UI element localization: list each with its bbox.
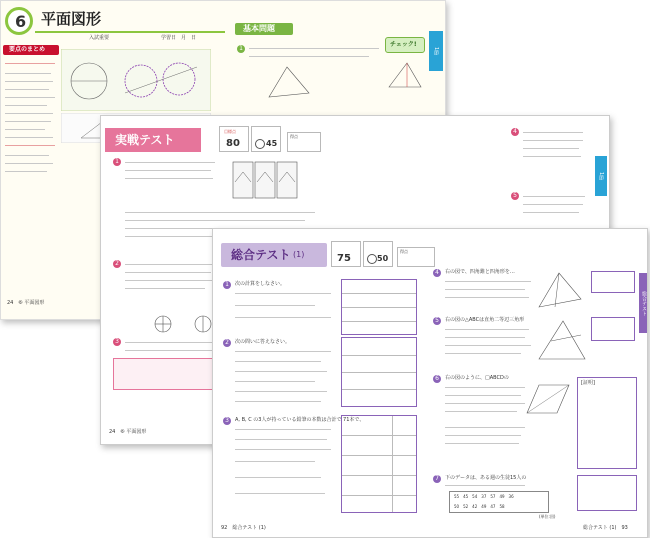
middle-points-label: 得点 [290, 134, 298, 139]
front-q6-proof-box[interactable] [577, 377, 637, 469]
summary-column [5, 59, 57, 229]
front-q3-number: 3 [223, 417, 231, 425]
front-score-box [331, 241, 361, 267]
summary-heading-text: 要点のまとめ [9, 46, 46, 53]
check-badge [385, 37, 425, 53]
chapter-badge [5, 7, 33, 35]
front-footer-right: 総合テスト (1) 93 [583, 525, 628, 531]
middle-title-band [105, 128, 201, 152]
front-title: 総合テスト [231, 248, 291, 262]
front-points-box [397, 247, 435, 267]
front-q3-answer-grid[interactable] [341, 415, 417, 513]
middle-time-box [251, 126, 281, 152]
front-points-label: 得点 [400, 249, 408, 254]
middle-q2-number: 2 [113, 260, 121, 268]
front-footer-left: 92 総合テスト (1) [221, 525, 266, 531]
check-diagram [385, 57, 425, 97]
front-q6-parallelogram [523, 379, 573, 419]
front-q7-data-table [449, 491, 549, 513]
middle-hint-box [113, 358, 215, 390]
front-time-value: 50 [377, 254, 389, 263]
front-side-tab: 総合テスト [639, 273, 648, 333]
front-q4-answer-box[interactable] [591, 271, 635, 293]
front-q2-answer-grid[interactable] [341, 337, 417, 407]
front-q5-text: 右の図の△ABCは直角二等辺三角形 [445, 317, 525, 323]
kihon-section-heading [235, 23, 293, 35]
front-q3-grid-divider [392, 416, 393, 512]
front-q7-text: 下のデータは、ある週の生徒15人の [445, 475, 527, 481]
middle-title: 実戦テスト [115, 133, 175, 147]
middle-q1-number: 1 [113, 158, 121, 166]
front-q3-text: A, B, C の3人が持っている鉛筆の本数は合計で 71本で、 [235, 417, 365, 423]
front-proof-label: [証明] [581, 380, 595, 386]
front-title-num: (1) [293, 250, 305, 259]
front-data-row1: 55 45 54 37 57 49 36 [454, 494, 514, 499]
middle-score-label: 目標点 [224, 129, 236, 134]
front-q1-answer-grid[interactable] [341, 279, 417, 335]
middle-fold-diagram [229, 156, 319, 206]
back-left-footer: 24 ⑥ 平面図形 [7, 300, 45, 306]
middle-score-box [219, 126, 249, 152]
middle-q5-number: 5 [511, 192, 519, 200]
front-q7-answer-box[interactable] [577, 475, 637, 511]
header-fields: 入試重要 [89, 35, 110, 41]
kihon-triangle-diagram [261, 63, 321, 103]
middle-right-tab: 1節 [595, 156, 607, 196]
front-clock-icon [367, 254, 377, 264]
middle-time-value: 45 [266, 139, 278, 148]
front-q4-text: 右の図で、四角錐と四角形を… [445, 269, 515, 275]
front-q1-text: 次の計算をしなさい。 [235, 281, 286, 287]
chapter-number: 6 [15, 12, 27, 31]
middle-footer: 24 ⑥ 平面図形 [109, 429, 147, 435]
back-right-tab: 1節 [429, 31, 443, 71]
front-q6-number: 6 [433, 375, 441, 383]
front-q4-diagram [535, 269, 585, 313]
front-q6-text: 右の図のように、□ABCDの [445, 375, 509, 381]
front-q5-diagram [535, 315, 589, 365]
front-page [212, 228, 648, 538]
middle-score-value: 80 [226, 138, 240, 149]
front-q4-number: 4 [433, 269, 441, 277]
front-data-row2: 50 52 42 49 47 58 [454, 504, 505, 509]
front-q1-number: 1 [223, 281, 231, 289]
front-time-box [363, 241, 393, 267]
front-q7-number: 7 [433, 475, 441, 483]
front-q5-answer-box[interactable] [591, 317, 635, 341]
front-title-band [221, 243, 327, 267]
check-label: チェック! [390, 41, 417, 48]
front-q5-number: 5 [433, 317, 441, 325]
front-q2-text: 次の問いに答えなさい。 [235, 339, 291, 345]
geometry-diagram-area [61, 49, 211, 111]
middle-q3-number: 3 [113, 338, 121, 346]
kihon-q1-number: 1 [237, 45, 245, 53]
date-label: 学習日 月 日 [161, 35, 197, 41]
summary-heading [3, 45, 59, 55]
kihon-heading-text: 基本問題 [243, 24, 275, 33]
middle-points-box [287, 132, 321, 152]
clock-icon [255, 139, 265, 149]
front-unit-label: (単位:回) [539, 514, 556, 519]
middle-q4-number: 4 [511, 128, 519, 136]
chapter-header-line [35, 31, 225, 33]
front-score-value: 75 [337, 253, 351, 264]
front-q2-number: 2 [223, 339, 231, 347]
chapter-title: 平面図形 [41, 10, 102, 28]
